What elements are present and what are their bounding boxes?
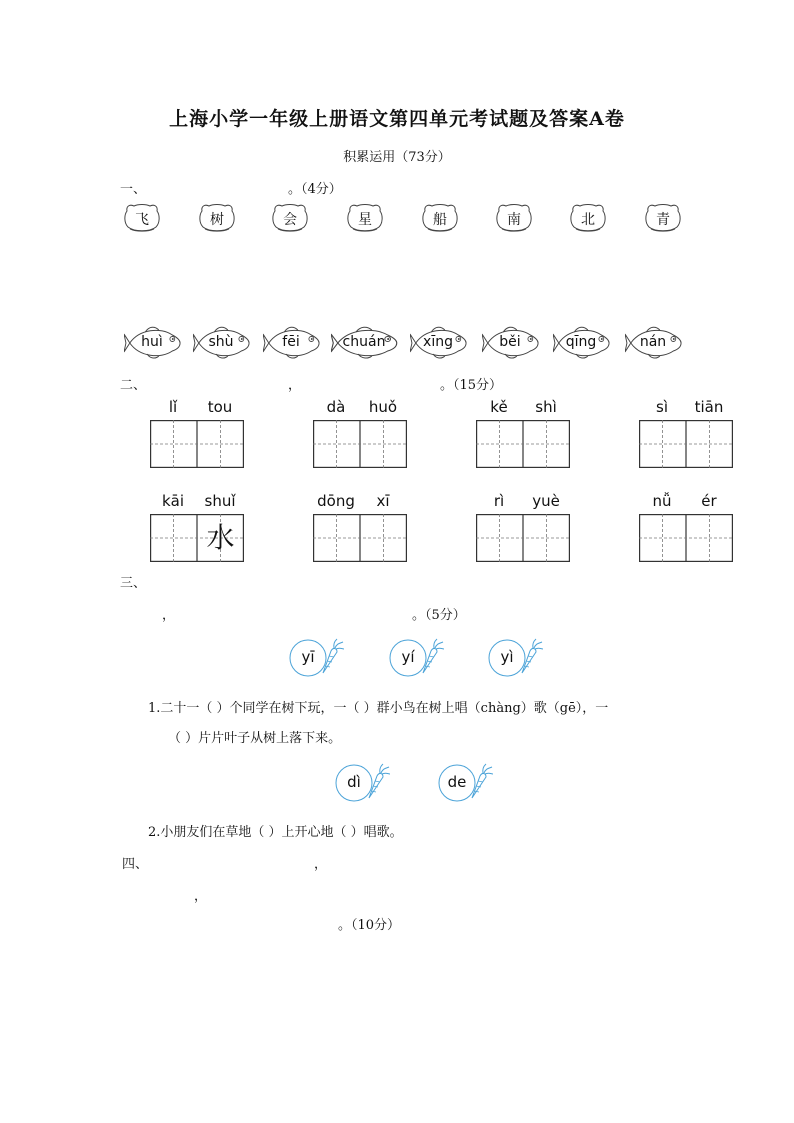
- shell-char: 船: [433, 212, 447, 228]
- tianzige-grid[interactable]: [313, 420, 407, 468]
- pinyin-fish[interactable]: [482, 325, 540, 361]
- pinyin-label: xī: [376, 492, 390, 510]
- pinyin-label: dōng: [317, 492, 355, 510]
- pinyin-label: shuǐ: [204, 492, 236, 510]
- q3-comma: ，: [162, 608, 176, 623]
- pinyin-label: huǒ: [368, 398, 398, 416]
- shell-char: 会: [283, 212, 297, 228]
- char-shell[interactable]: [122, 203, 162, 233]
- pinyin-carrot[interactable]: [486, 637, 544, 679]
- q4-comma-1: ，: [314, 857, 328, 872]
- pinyin-label: ér: [701, 492, 717, 510]
- pinyin-label: dà: [326, 398, 346, 416]
- char-shell[interactable]: [420, 203, 460, 233]
- carrot-pinyin: dì: [347, 773, 361, 791]
- pinyin-fish[interactable]: [193, 325, 251, 361]
- q3-number: 三、: [120, 576, 147, 591]
- pinyin-fish[interactable]: [124, 325, 182, 361]
- shell-char: 飞: [135, 212, 149, 228]
- fish-pinyin: chuán: [342, 334, 386, 350]
- char-shell[interactable]: [643, 203, 683, 233]
- shell-char: 南: [507, 212, 521, 228]
- q1-number: 一、: [120, 182, 147, 197]
- carrot-pinyin: yī: [301, 648, 315, 666]
- q3-sentence-1-line-1: 1.二十一（ ）个同学在树下玩，一（ ）群小鸟在树上唱（chàng）歌（gē），一: [148, 701, 609, 716]
- pinyin-fish[interactable]: [625, 325, 683, 361]
- fish-pinyin: huì: [141, 334, 163, 350]
- q2-score: 。（15分）: [440, 378, 503, 393]
- carrot-pinyin: yí: [401, 648, 415, 666]
- pinyin-fish[interactable]: [263, 325, 321, 361]
- q3-sentence-1-line-2: （ ）片片叶子从树上落下来。: [168, 731, 342, 746]
- fish-pinyin: xīng: [423, 334, 453, 350]
- shell-char: 青: [656, 212, 670, 228]
- q3-sentence-2: 2.小朋友们在草地（ ）上开心地（ ）唱歌。: [148, 825, 403, 840]
- q4-number: 四、: [122, 857, 149, 872]
- char-shell[interactable]: [568, 203, 608, 233]
- pinyin-carrot[interactable]: [333, 762, 391, 804]
- q3-score: 。（5分）: [412, 608, 466, 623]
- section-subtitle: 积累运用（73分）: [343, 150, 451, 165]
- pinyin-fish[interactable]: [331, 325, 399, 361]
- pinyin-carrot[interactable]: [387, 637, 445, 679]
- pinyin-fish[interactable]: [410, 325, 468, 361]
- pinyin-label: tou: [207, 398, 233, 416]
- shell-char: 北: [581, 212, 595, 228]
- fish-pinyin: nán: [639, 334, 667, 350]
- pinyin-label: tiān: [694, 398, 724, 416]
- pinyin-label: shì: [535, 398, 557, 416]
- pinyin-label: kě: [490, 398, 508, 416]
- pinyin-label: nǚ: [652, 492, 672, 510]
- char-shell[interactable]: [197, 203, 237, 233]
- tianzige-grid[interactable]: [476, 420, 570, 468]
- pinyin-label: sì: [656, 398, 668, 416]
- q4-comma-2: ，: [194, 889, 208, 904]
- pinyin-carrot[interactable]: [287, 637, 345, 679]
- fish-pinyin: běi: [499, 334, 521, 350]
- pinyin-carrot[interactable]: [436, 762, 494, 804]
- shell-char: 星: [358, 212, 372, 228]
- tianzige-grid[interactable]: [476, 514, 570, 562]
- page-title: 上海小学一年级上册语文第四单元考试题及答案A卷: [169, 108, 625, 130]
- pinyin-fish[interactable]: [553, 325, 611, 361]
- pinyin-label: rì: [493, 492, 505, 510]
- char-shell[interactable]: [270, 203, 310, 233]
- shell-char: 树: [210, 212, 224, 228]
- tianzige-grid[interactable]: [313, 514, 407, 562]
- fish-pinyin: qīng: [565, 334, 597, 350]
- q4-score: 。（10分）: [338, 918, 401, 933]
- tianzige-grid[interactable]: [639, 420, 733, 468]
- grid-char: 水: [206, 521, 235, 554]
- q2-number: 二、: [120, 378, 147, 393]
- fish-pinyin: shù: [208, 334, 234, 350]
- carrot-pinyin: de: [447, 773, 467, 791]
- pinyin-label: lǐ: [168, 398, 178, 416]
- q1-score: 。（4分）: [288, 182, 342, 197]
- char-shell[interactable]: [345, 203, 385, 233]
- pinyin-label: yuè: [532, 492, 560, 510]
- fish-pinyin: fēi: [282, 334, 300, 350]
- tianzige-grid[interactable]: [639, 514, 733, 562]
- char-shell[interactable]: [494, 203, 534, 233]
- carrot-pinyin: yì: [500, 648, 514, 666]
- pinyin-label: kāi: [161, 492, 185, 510]
- tianzige-grid[interactable]: [150, 420, 244, 468]
- q2-comma: ，: [288, 378, 302, 393]
